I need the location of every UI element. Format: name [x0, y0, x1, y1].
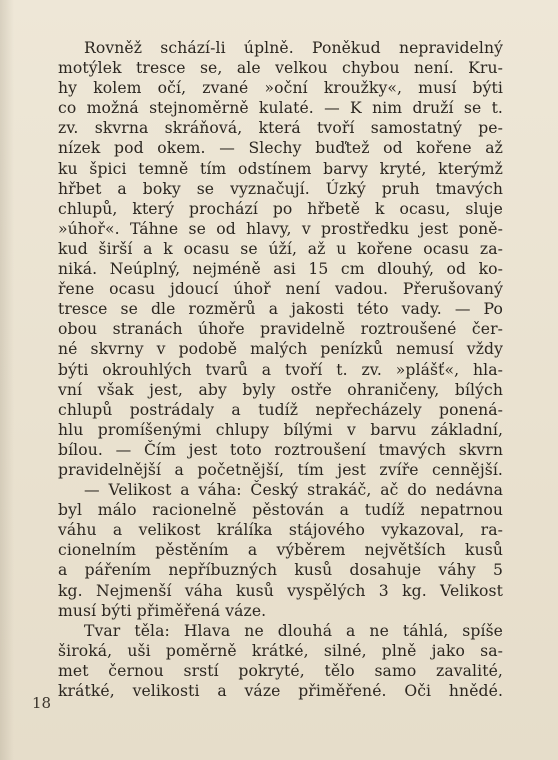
text-line: né skvrny v podobě malých penízků nemusí vždy [58, 340, 503, 359]
text-line: kg. Nejmenší váha kusů vyspělých 3 kg. Velikost [58, 581, 503, 600]
text-line: hřbet a boky se vyznačují. Úzký pruh tmavých [58, 179, 503, 198]
text-line: kud širší a k ocasu se úží, až u kořene ocasu za- [58, 239, 503, 258]
text-line: met černou srstí pokryté, tělo samo zavalité, [58, 661, 503, 680]
text-line: Rovněž schází-li úplně. Poněkud nepravidelný [84, 39, 503, 57]
text-line: váhu a velikost králíka stájového vykazoval, ra- [58, 521, 503, 540]
text-line: motýlek tresce se, ale velkou chybou není. Kru- [58, 59, 503, 78]
text-line: pravidelnější a početnější, tím jest zvíře cennější. [58, 460, 503, 479]
text-line: chlupů, který prochází po hřbetě k ocasu, sluje [58, 199, 503, 218]
text-line: a pářením nepříbuzných kusů dosahuje váhy 5 [58, 561, 503, 580]
text-line: vní však jest, aby byly ostře ohraničeny, bílých [58, 380, 503, 399]
text-line: cionelním pěstěním a výběrem největších kusů [58, 541, 503, 560]
text-line: krátké, velikosti a váze přiměřené. Oči hnědé. [58, 682, 503, 700]
text-line: musí býti přiměřená váze. [58, 601, 267, 620]
body-text [58, 38, 503, 701]
text-line: široká, uši poměrně krátké, silné, plně jako sa- [58, 641, 503, 660]
text-line: chlupů postrádaly a tudíž nepřecházely ponená- [58, 400, 503, 419]
text-line: — Velikost a váha: Český strakáč, ač do nedávna [84, 481, 503, 500]
text-line: býti okrouhlých tvarů a tvoří t. zv. »plášť«, hla- [58, 360, 503, 379]
text-line: tresce se dle rozměrů a jakosti této vady. — Po [58, 300, 503, 319]
text-line: hlu promíšenými chlupy bílými v barvu základní, [58, 420, 503, 439]
text-line: Tvar těla: Hlava ne dlouhá a ne táhlá, spíše [84, 621, 503, 640]
text-line: byl málo racionelně pěstován a tudíž nepatrnou [58, 501, 503, 520]
text-line: co možná stejnoměrně kulaté. — K nim druží se t. [58, 99, 503, 118]
page-number: 18 [32, 694, 52, 712]
text-line: hy kolem očí, zvané »oční kroužky«, musí býti [58, 79, 503, 98]
text-line: bílou. — Čím jest toto roztroušení tmavých skvrn [58, 440, 503, 459]
text-line: ku špici temně tím odstínem barvy kryté, kterýmž [58, 159, 503, 178]
text-line: obou stranách úhoře pravidelně roztroušené čer- [58, 320, 503, 339]
text-line: zv. skvrna skráňová, která tvoří samostatný pe- [58, 119, 503, 138]
text-line: řene ocasu jdoucí úhoř není vadou. Přerušovaný [58, 280, 503, 299]
text-line: nízek pod okem. — Slechy buďtež od kořene až [58, 139, 503, 158]
text-line: »úhoř«. Táhne se od hlavy, v prostředku jest poně- [58, 219, 503, 238]
text-line: niká. Neúplný, nejméně asi 15 cm dlouhý, od ko- [58, 260, 503, 279]
